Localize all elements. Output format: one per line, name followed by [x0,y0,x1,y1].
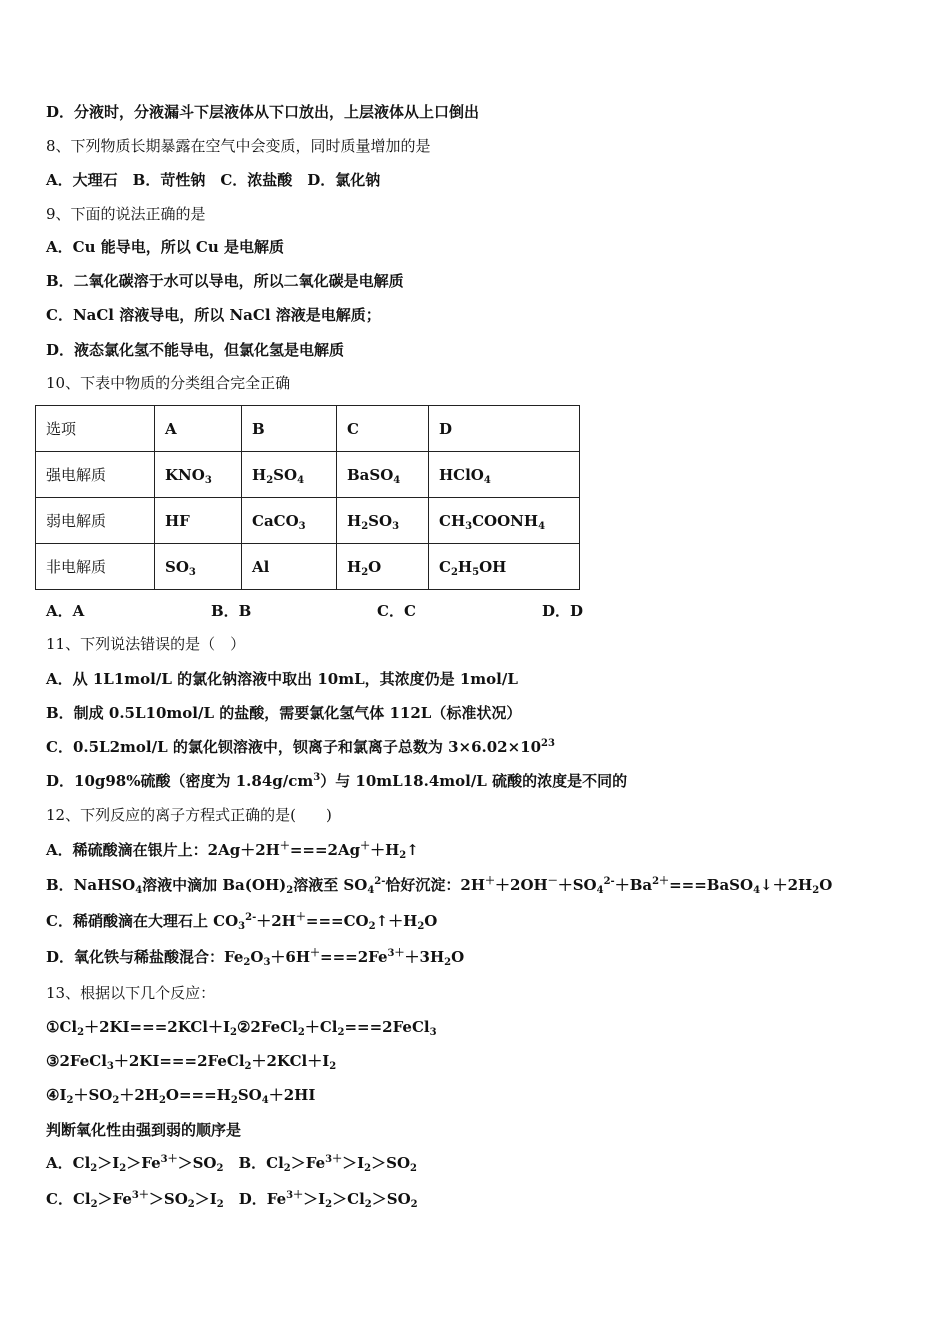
table-cell: $H_2SO_3$ [337,498,429,544]
q12-option-c-label: C．稀硝酸滴在大理石上 CO [46,912,239,930]
q12-option-b: B．NaHSO$_4$溶液中滴加 $Ba(OH)_2$溶液至 $SO_4^{2-}$恰好沉淀：$2H^++2OH^-+SO_4^{2-}+Ba^{2+}===BaSO_4↓+2H_2O$ [46,876,833,896]
classification-table [35,405,580,590]
table-cell: $KNO_3$ [155,452,242,498]
q12-option-b-mid: 溶液中滴加 Ba(OH) [142,876,287,894]
q13-reaction-4: $④I_2+SO_2+2H_2O===H_2SO_4+2HI$ [46,1086,316,1106]
table-cell: HClO$_4$ [429,452,580,498]
q12-option-b-label: B．NaHSO [46,876,136,894]
q10-answer-c: C．C [377,602,416,620]
q11-option-c [46,737,555,757]
table-cell: BaSO$_4$ [337,452,429,498]
q13-options-ab: A．$Cl_2>I_2>Fe^{3+}>SO_2$ B．$Cl_2>Fe^{3+}>I_2>SO_2$ [46,1154,417,1174]
q12-option-a-label: A．稀硫酸滴在银片上： [46,841,208,859]
table-cell: $H_2SO_4$ [242,452,337,498]
q10-answer-b: B．B [211,602,252,620]
table-cell: $CH_3COONH_4$ [429,498,580,544]
q13-judge: 判断氧化性由强到弱的顺序是 [46,1121,242,1139]
table-row [36,544,580,590]
q11-option-b: B．制成 0.5L10mol/L 的盐酸，需要氯化氢气体 112L（标准状况） [46,704,522,722]
q11-option-d-text-2: ）与 10mL18.4mol/L 硫酸的浓度是不同的 [320,772,628,790]
q13-reactions-1-2: $①Cl_2+2KI===2KCl+I_2②2FeCl_2+Cl_2===2FeCl_3$ [46,1018,437,1038]
q10-answer-d: D．D [542,602,584,620]
q12-stem: 12、下列反应的离子方程式正确的是( ) [46,806,332,824]
row-label: 强电解质 [36,452,155,498]
q11-option-d [46,771,627,791]
table-row [36,452,580,498]
row-label: 非电解质 [36,544,155,590]
table-cell: Al [242,544,337,590]
exponent: 23 [541,738,555,749]
table-header: B [242,406,337,452]
q9-option-a: A．Cu 能导电，所以 Cu 是电解质 [46,238,284,256]
q9-option-b: B．二氧化碳溶于水可以导电，所以二氧化碳是电解质 [46,272,404,290]
q12-option-d: D．氧化铁与稀盐酸混合：$Fe_2O_3+6H^+===2Fe^{3+}+3H_2O$ [46,948,465,968]
table-header: C [337,406,429,452]
q12-option-a: A．稀硫酸滴在银片上：$2Ag+2H^+===2Ag^++H_2↑$ [46,841,419,861]
table-cell: $C_2H_5OH$ [429,544,580,590]
q9-option-d: D．液态氯化氢不能导电，但氯化氢是电解质 [46,341,345,359]
q8-stem: 8、下列物质长期暴露在空气中会变质，同时质量增加的是 [46,137,431,155]
q11-option-a: A．从 1L1mol/L 的氯化钠溶液中取出 10mL，其浓度仍是 1mol/L [46,670,518,688]
table-header: A [155,406,242,452]
q13-reaction-3: $③2FeCl_3+2KI===2FeCl_2+2KCl+I_2$ [46,1052,337,1072]
q11-option-c-text: C．0.5L2mol/L 的氯化钡溶液中，钡离子和氯离子总数为 3×6.02×10 [46,738,542,756]
q11-stem: 11、下列说法错误的是（ ） [46,635,246,653]
table-cell: $SO_3$ [155,544,242,590]
q13-stem: 13、根据以下几个反应： [46,984,216,1002]
exponent: 3 [313,772,321,783]
q12-option-b-mid3: 恰好沉淀： [385,876,461,894]
table-row [36,406,580,452]
q10-answer-a: A．A [46,602,85,620]
row-label: 弱电解质 [36,498,155,544]
q12-option-c: C．稀硝酸滴在大理石上 $CO_3^{2-}+2H^+===CO_2↑+H_2O$ [46,912,438,932]
q9-option-c: C．NaCl 溶液导电，所以 NaCl 溶液是电解质； [46,306,381,324]
q13-options-cd: C．$Cl_2>Fe^{3+}>SO_2>I_2$ D．$Fe^{3+}>I_2>Cl_2>SO_2$ [46,1190,418,1210]
q11-option-d-text: D．10g98%硫酸（密度为 1.84g/cm [46,772,314,790]
table-cell: CaCO$_3$ [242,498,337,544]
q9-stem: 9、下面的说法正确的是 [46,205,206,223]
q7-option-d: D．分液时，分液漏斗下层液体从下口放出，上层液体从上口倒出 [46,103,480,121]
table-cell: HF [155,498,242,544]
table-row [36,498,580,544]
q12-option-d-label: D．氧化铁与稀盐酸混合： [46,948,225,966]
table-header: D [429,406,580,452]
q12-option-b-mid2: 溶液至 SO [293,876,368,894]
q8-options: A．大理石 B．苛性钠 C．浓盐酸 D．氯化钠 [46,171,381,189]
table-cell: $H_2O$ [337,544,429,590]
q10-stem: 10、下表中物质的分类组合完全正确 [46,374,291,392]
table-header: 选项 [36,406,155,452]
